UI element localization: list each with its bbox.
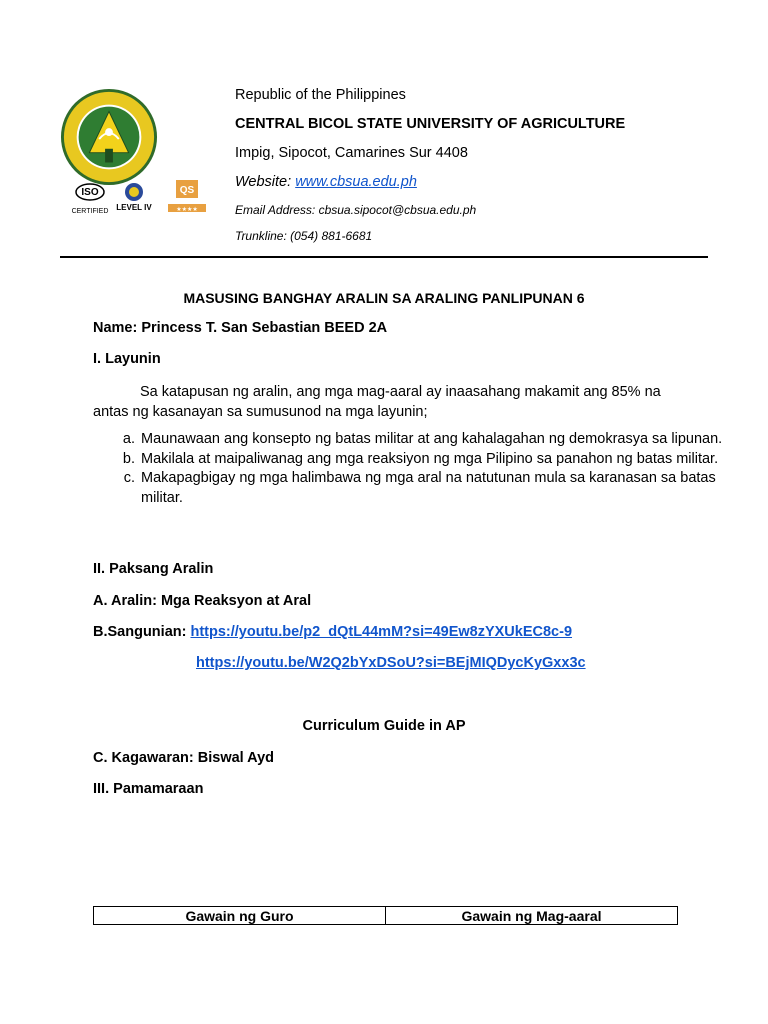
objective-item: b. Makilala at maipaliwanag ang mga reaksiyon ng mga Pilipino sa panahon ng batas militar. (139, 450, 729, 470)
kagamitan-line: C. Kagawaran: Biswal Ayd (93, 750, 275, 766)
website-link[interactable]: www.cbsua.edu.ph (295, 174, 417, 190)
header-address: Impig, Sipocot, Camarines Sur 4408 (235, 145, 468, 161)
header-email: Email Address: cbsua.sipocot@cbsua.edu.ph (235, 203, 477, 217)
procedure-table (93, 906, 678, 925)
header-divider (60, 256, 708, 258)
sanggunian-line (93, 624, 572, 640)
header-website (235, 174, 417, 190)
reference-link-1[interactable]: https://youtu.be/p2_dQtL44mM?si=49Ew8zYXUkEC8c-9 (190, 624, 573, 640)
svg-text:LEVEL IV: LEVEL IV (116, 203, 152, 212)
iso-badge (72, 184, 109, 215)
objective-item: a. Maunawaan ang konsepto ng batas militar at ang kahalagahan ng demokrasya sa lipunan. (139, 430, 729, 450)
header-trunkline: Trunkline: (054) 881-6681 (235, 229, 373, 243)
level-iv-badge (116, 183, 152, 212)
name-line: Name: Princess T. San Sebastian BEED 2A (93, 320, 388, 336)
qs-stars-badge (168, 180, 206, 213)
intro-paragraph: Sa katapusan ng aralin, ang mga mag-aaral ay inaasahang makamit ang 85% na antas ng kasanayan sa sumusunod na mga layunin; (93, 384, 661, 420)
reference-link-2[interactable]: https://youtu.be/W2Q2bYxDSoU?si=BEjMIQDycKyGxx3c (196, 655, 586, 671)
accreditation-badges (70, 180, 220, 220)
sanggunian-label: B.Sangunian: (93, 624, 191, 640)
section-layunin: I. Layunin (93, 351, 161, 367)
svg-text:ISO: ISO (81, 187, 99, 198)
header-country: Republic of the Philippines (235, 87, 406, 103)
section-paksang-aralin: II. Paksang Aralin (93, 561, 214, 577)
header-gawain-ng-mag-aaral: Gawain ng Mag-aaral (386, 907, 678, 925)
website-label: Website: (235, 174, 296, 190)
section-pamamaraan: III. Pamamaraan (93, 781, 204, 797)
header-university-name: CENTRAL BICOL STATE UNIVERSITY OF AGRICULTURE (235, 116, 626, 132)
objectives-list (93, 430, 729, 508)
university-seal-logo (60, 88, 158, 186)
objective-item: c. Makapagbigay ng mga halimbawa ng mga aral na natutunan mula sa karanasan sa batas militar. (139, 469, 729, 508)
svg-text:QS: QS (179, 185, 195, 196)
svg-text:CERTIFIED: CERTIFIED (71, 208, 109, 215)
svg-text:★★★★: ★★★★ (176, 206, 198, 213)
table-header-row (94, 907, 678, 925)
header-gawain-ng-guro: Gawain ng Guro (94, 907, 386, 925)
curriculum-guide-heading: Curriculum Guide in AP (302, 718, 466, 734)
aralin-line: A. Aralin: Mga Reaksyon at Aral (93, 593, 312, 609)
document-title: MASUSING BANGHAY ARALIN SA ARALING PANLIPUNAN 6 (183, 290, 585, 306)
reference-link-2-wrap (196, 655, 586, 671)
